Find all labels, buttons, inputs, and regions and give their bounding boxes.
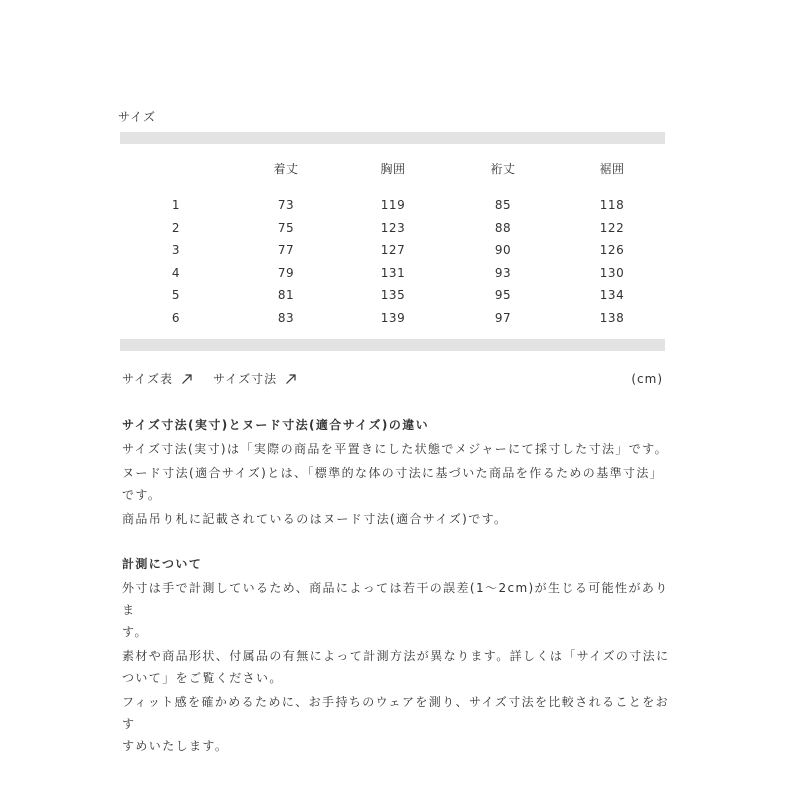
size-links [122, 370, 317, 387]
table-header-cell: 裄丈 [490, 162, 516, 176]
table-cell: 135 [380, 288, 406, 303]
table-cell: 88 [494, 220, 512, 235]
section-title: サイズ寸法(実寸)とヌード寸法(適合サイズ)の違い [122, 418, 430, 432]
arrow-up-right-icon [285, 373, 297, 385]
section-paragraph: ヌード寸法(適合サイズ)とは、「標準的な体の寸法に基づいた商品を作るための基準寸法」 です。 [122, 466, 664, 502]
table-cell: 93 [494, 265, 512, 280]
size-chart-link[interactable] [122, 370, 193, 387]
table-cell: 77 [277, 243, 295, 258]
table-cell: 131 [380, 265, 406, 280]
table-cell: 119 [380, 198, 406, 212]
table-cell: 130 [599, 265, 625, 280]
table-header-cell: 着丈 [273, 162, 299, 176]
table-cell: 1 [171, 198, 181, 212]
section-paragraph: 素材や商品形状、付属品の有無によって計測方法が異なります。詳しくは「サイズの寸法に ついて」をご覧ください。 [122, 649, 670, 685]
table-header-cell: 裾囲 [599, 162, 625, 176]
table-cell: 123 [380, 220, 406, 235]
table-cell: 3 [171, 243, 181, 258]
measurement-notes-section [122, 553, 682, 759]
table-top-bar [120, 132, 665, 144]
table-cell: 97 [494, 311, 512, 325]
table-bottom-bar [120, 339, 665, 351]
size-heading: サイズ [118, 110, 157, 124]
table-cell: 2 [171, 220, 181, 235]
table-cell: 122 [599, 220, 625, 235]
section-title: 計測について [122, 557, 203, 571]
unit-label: (cm) [631, 372, 663, 386]
table-cell: 85 [494, 198, 512, 212]
measurement-difference-section [122, 414, 682, 532]
size-chart-link-label: サイズ表 [122, 372, 174, 386]
table-cell: 73 [277, 198, 295, 212]
table-cell: 6 [171, 311, 181, 325]
section-paragraph: サイズ寸法(実寸)は「実際の商品を平置きにした状態でメジャーにて採寸した寸法」です。 [122, 442, 669, 456]
table-cell: 79 [277, 265, 295, 280]
table-cell: 90 [494, 243, 512, 258]
table-cell: 139 [380, 311, 406, 325]
table-cell: 4 [171, 265, 181, 280]
table-cell: 83 [277, 311, 295, 325]
table-cell: 118 [599, 198, 625, 212]
table-cell: 126 [599, 243, 625, 258]
table-cell: 81 [277, 288, 295, 303]
table-cell: 95 [494, 288, 512, 303]
size-dimensions-link-label: サイズ寸法 [213, 372, 278, 386]
table-cell: 75 [277, 220, 295, 235]
arrow-up-right-icon [181, 373, 193, 385]
section-paragraph: 外寸は手で計測しているため、商品によっては若干の誤差(1〜2cm)が生じる可能性がありま す。 [122, 581, 669, 639]
table-header-cell: 胸囲 [380, 162, 406, 176]
table-cell: 138 [599, 311, 625, 325]
table-cell: 5 [171, 288, 181, 303]
table-cell: 134 [599, 288, 625, 303]
section-paragraph: フィット感を確かめるために、お手持ちのウェアを測り、サイズ寸法を比較されることをおす すめいたします。 [122, 695, 670, 753]
table-cell: 127 [380, 243, 406, 258]
section-paragraph: 商品吊り札に記載されているのはヌード寸法(適合サイズ)です。 [122, 512, 508, 526]
size-dimensions-link[interactable] [213, 370, 297, 387]
